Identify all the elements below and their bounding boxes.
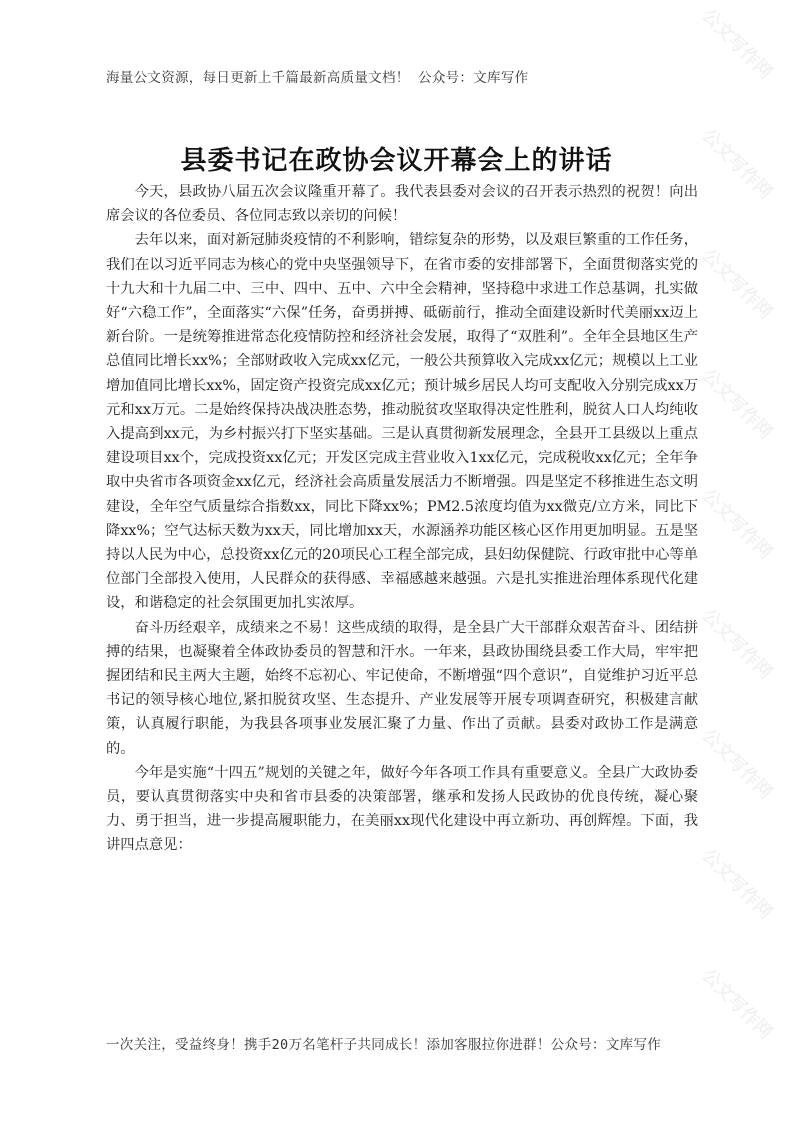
watermark-text: 公文写作网 [697,844,777,924]
paragraph: 奋斗历经艰辛，成绩来之不易！这些成绩的取得，是全县广大干部群众艰苦奋斗、团结拼搏的结果，也凝聚着全体政协委员的智慧和汗水。一年来，县政协围绕县委工作大局，牢牢把握团结和民主两大主题，始终不忘初心、牢记使命，不断增强“四个意识”，自觉维护习近平总书记的领导核心地位,紧扣脱贫攻坚、生态提升、产业发展等开展专项调查研究，积极建言献策，认真履行职能，为我县各项事业发展汇聚了力量、作出了贡献。县委对政协工作是满意的。 [106,619,698,757]
document-title: 县委书记在政协会议开幕会上的讲话 [180,146,613,176]
watermark-text: 公文写作网 [697,604,777,684]
watermark-text: 公文写作网 [697,124,777,204]
paragraph: 今天，县政协八届五次会议隆重开幕了。我代表县委对会议的召开表示热烈的祝贺！向出席会议的各位委员、各位同志致以亲切的问候！ [106,184,698,225]
watermark-text: 公文写作网 [697,4,777,84]
paragraph: 去年以来，面对新冠肺炎疫情的不利影响，错综复杂的形势，以及艰巨繁重的工作任务，我们在以习近平同志为核心的党中央坚强领导下，在省市委的安排部署下，全面贯彻落实党的十九大和十九届二中、三中、四中、五中、六中全会精神，坚持稳中求进工作总基调，扎实做好“六稳工作”，全面落实“六保”任务，奋勇拼搏、砥砺前行，推动全面建设新时代美丽xx迈上新台阶。一是统筹推进常态化疫情防控和经济社会发展，取得了“双胜利”。全年全县地区生产总值同比增长xx%；全部财政收入完成xx亿元，一般公共预算收入完成xx亿元；规模以上工业增加值同比增长xx%，固定资产投资完成xx亿元；预计城乡居民人均可支配收入分别完成xx万元和xx万元。二是始终保持决战决胜态势，推动脱贫攻坚取得决定性胜利，脱贫人口人均纯收入提高到xx元，为乡村振兴打下坚实基础。三是认真贯彻新发展理念，全县开工县级以上重点建设项目xx个，完成投资xx亿元；开发区完成主营业收入1xx亿元，完成税收xx亿元；全年争取中央省市各项资金xx亿元，经济社会高质量发展活力不断增强。四是坚定不移推进生态文明建设，全年空气质量综合指数xx，同比下降xx%；PM2.5浓度均值为xx微克/立方米，同比下降xx%；空气达标天数为xx天，同比增加xx天，水源涵养功能区核心区作用更加明显。五是坚持以人民为中心，总投资xx亿元的20项民心工程全部完成，县妇幼保健院、行政审批中心等单位部门全部投入使用，人民群众的获得感、幸福感越来越强。六是扎实推进治理体系现代化建设，和谐稳定的社会氛围更加扎实浓厚。 [106,232,698,612]
watermark-text: 公文写作网 [697,484,777,564]
watermark-text: 公文写作网 [697,964,777,1044]
paragraph: 今年是实施“十四五”规划的关键之年，做好今年各项工作具有重要意义。全县广大政协委员，要认真贯彻落实中央和省市县委的决策部署，继承和发扬人民政协的优良传统，凝心聚力、勇于担当，进一步提高履职能力，在美丽xx现代化建设中再立新功、再创辉煌。下面，我讲四点意见： [106,764,698,854]
watermark-text: 公文写作网 [697,364,777,444]
watermark-text: 公文写作网 [697,724,777,804]
document-body [106,180,698,858]
footer-note: 一次关注，受益终身！携手20万名笔杆子共同成长！添加客服拉你进群！公众号：文库写作 [106,1037,662,1053]
watermark-text: 公文写作网 [697,244,777,324]
header-note: 海量公文资源，每日更新上千篇最新高质量文档！ 公众号：文库写作 [106,70,529,86]
